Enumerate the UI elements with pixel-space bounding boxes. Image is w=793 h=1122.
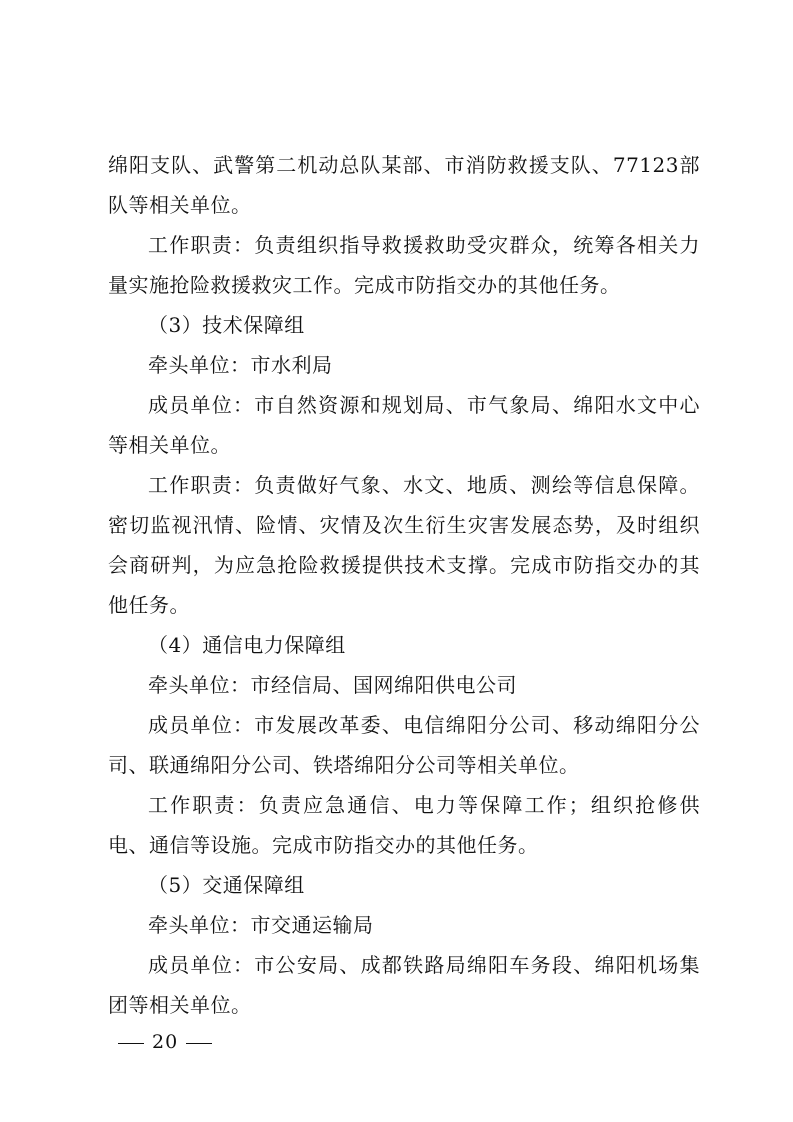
paragraph-tech-duties: 工作职责：负责做好气象、水文、地质、测绘等信息保障。密切监视汛情、险情、灾情及次生衍生灾害发展态势，及时组织会商研判，为应急抢险救援提供技术支撑。完成市防指交办的其他任务。 <box>108 473 700 617</box>
section-heading-transport: （5）交通保障组 <box>148 873 305 897</box>
page-footer <box>110 1027 220 1057</box>
paragraph-tech-member-units: 成员单位：市自然资源和规划局、市气象局、绵阳水文中心等相关单位。 <box>108 393 700 457</box>
section-heading-communication-power: （4）通信电力保障组 <box>148 633 346 657</box>
paragraph-comm-duties: 工作职责：负责应急通信、电力等保障工作；组织抢修供电、通信等设施。完成市防指交办的其他任务。 <box>108 793 700 857</box>
footer-dash-right <box>186 1043 212 1044</box>
paragraph-comm-member-units: 成员单位：市发展改革委、电信绵阳分公司、移动绵阳分公司、联通绵阳分公司、铁塔绵阳分公司等相关单位。 <box>108 713 700 777</box>
paragraph-rescue-duties: 工作职责：负责组织指导救援救助受灾群众，统筹各相关力量实施抢险救援救灾工作。完成市防指交办的其他任务。 <box>108 233 700 297</box>
paragraph-tech-lead-unit: 牵头单位：市水利局 <box>148 353 333 377</box>
paragraph-transport-member-units: 成员单位：市公安局、成都铁路局绵阳车务段、绵阳机场集团等相关单位。 <box>108 953 700 1017</box>
document-body <box>108 145 700 1025</box>
paragraph-transport-lead-unit: 牵头单位：市交通运输局 <box>148 913 374 937</box>
footer-dash-left <box>118 1043 144 1044</box>
page-number: 20 <box>152 1031 179 1053</box>
paragraph-comm-lead-unit: 牵头单位：市经信局、国网绵阳供电公司 <box>148 673 517 697</box>
paragraph-continuation-units: 绵阳支队、武警第二机动总队某部、市消防救援支队、77123部队等相关单位。 <box>108 153 700 217</box>
section-heading-technical-support: （3）技术保障组 <box>148 313 305 337</box>
